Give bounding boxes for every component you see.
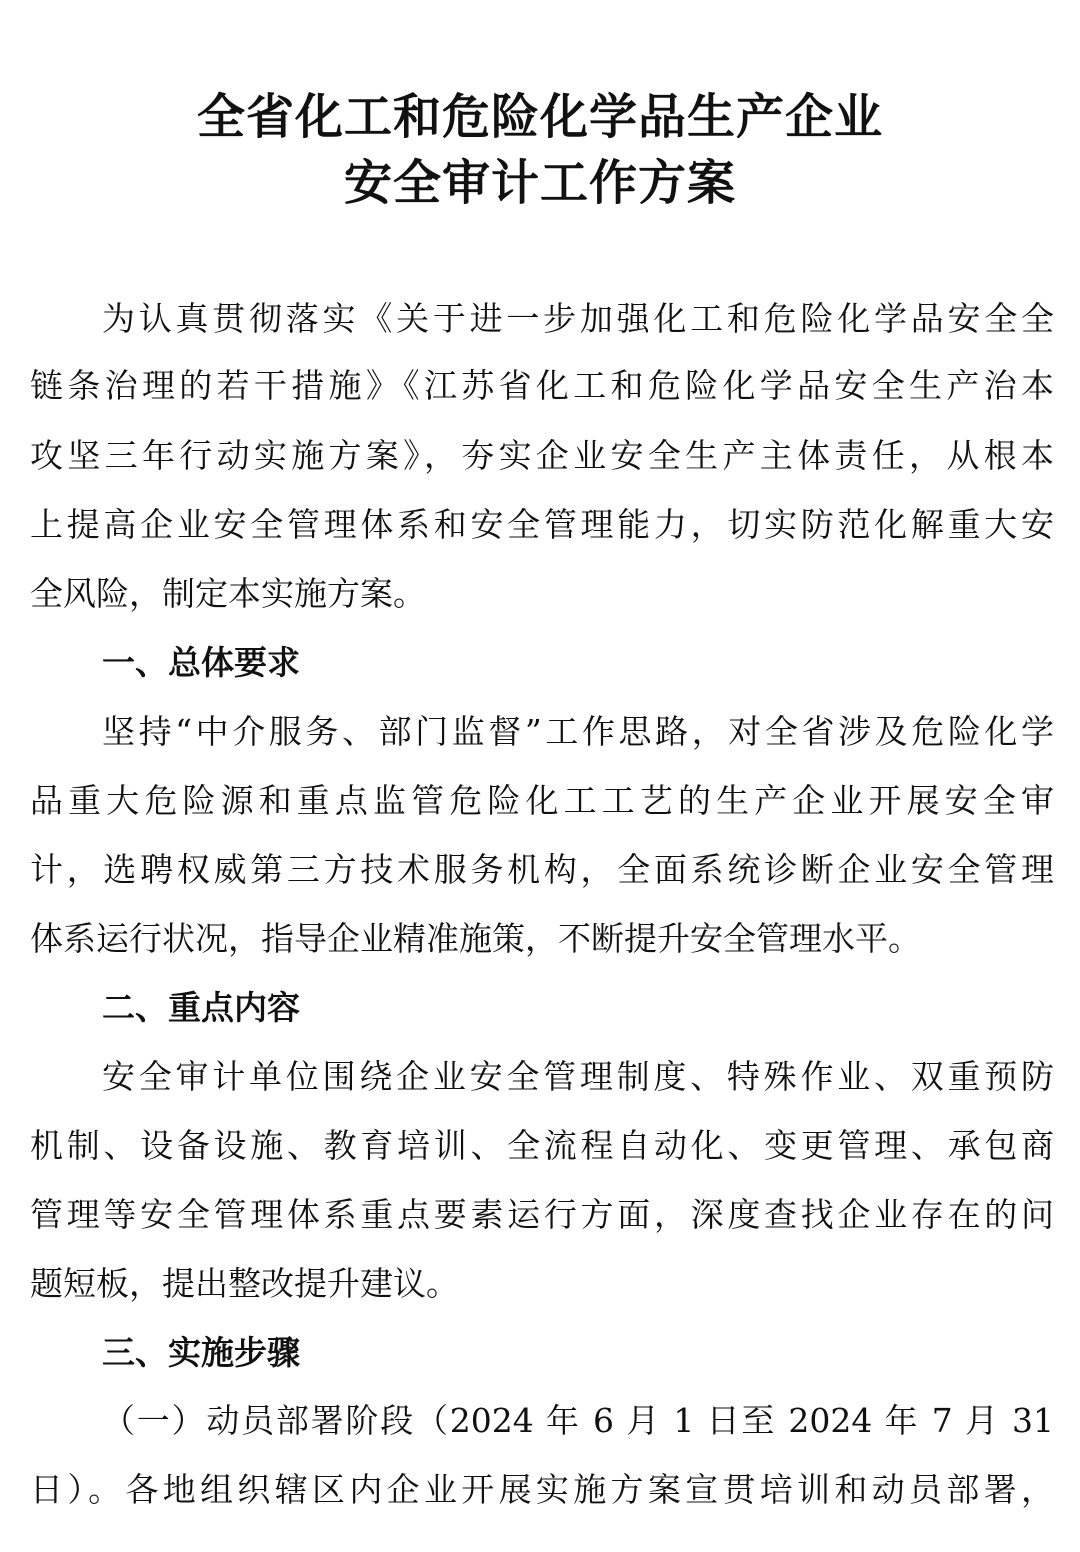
intro-line-1: 为认真贯彻落实《关于进一步加强化工和危险化学品安全全 [102,299,1054,338]
section-3-line-2: 日）。各地组织辖区内企业开展实施方案宣贯培训和动员部署， [30,1470,1054,1509]
section-1-line-4: 体系运行状况，指导企业精准施策，不断提升安全管理水平。 [30,919,921,958]
section-2-heading: 二、重点内容 [102,988,300,1027]
intro-line-2: 链条治理的若干措施》《江苏省化工和危险化学品安全生产治本 [30,366,1054,405]
document-title-line-1: 全省化工和危险化学品生产企业 [196,89,883,145]
intro-line-3: 攻坚三年行动实施方案》，夯实企业安全生产主体责任，从根本 [30,436,1054,475]
section-1-line-1: 坚持“中介服务、部门监督”工作思路，对全省涉及危险化学 [102,712,1054,751]
section-3-heading: 三、实施步骤 [102,1333,300,1372]
intro-line-5: 全风险，制定本实施方案。 [30,574,426,613]
section-2-line-3: 管理等安全管理体系重点要素运行方面，深度查找企业存在的问 [30,1195,1054,1234]
intro-line-4: 上提高企业安全管理体系和安全管理能力，切实防范化解重大安 [30,505,1054,544]
section-2-line-1: 安全审计单位围绕企业安全管理制度、特殊作业、双重预防 [102,1057,1054,1096]
section-2-line-2: 机制、设备设施、教育培训、全流程自动化、变更管理、承包商 [30,1126,1054,1165]
section-2-line-4: 题短板，提出整改提升建议。 [30,1264,459,1303]
document-title-line-2: 安全审计工作方案 [343,155,736,211]
section-1-line-3: 计，选聘权威第三方技术服务机构，全面系统诊断企业安全管理 [30,850,1054,889]
section-1-heading: 一、总体要求 [102,643,300,682]
section-1-line-2: 品重大危险源和重点监管危险化工工艺的生产企业开展安全审 [30,781,1054,820]
section-3-line-1: （一）动员部署阶段（2024 年 6 月 1 日至 2024 年 7 月 31 [102,1401,1054,1440]
